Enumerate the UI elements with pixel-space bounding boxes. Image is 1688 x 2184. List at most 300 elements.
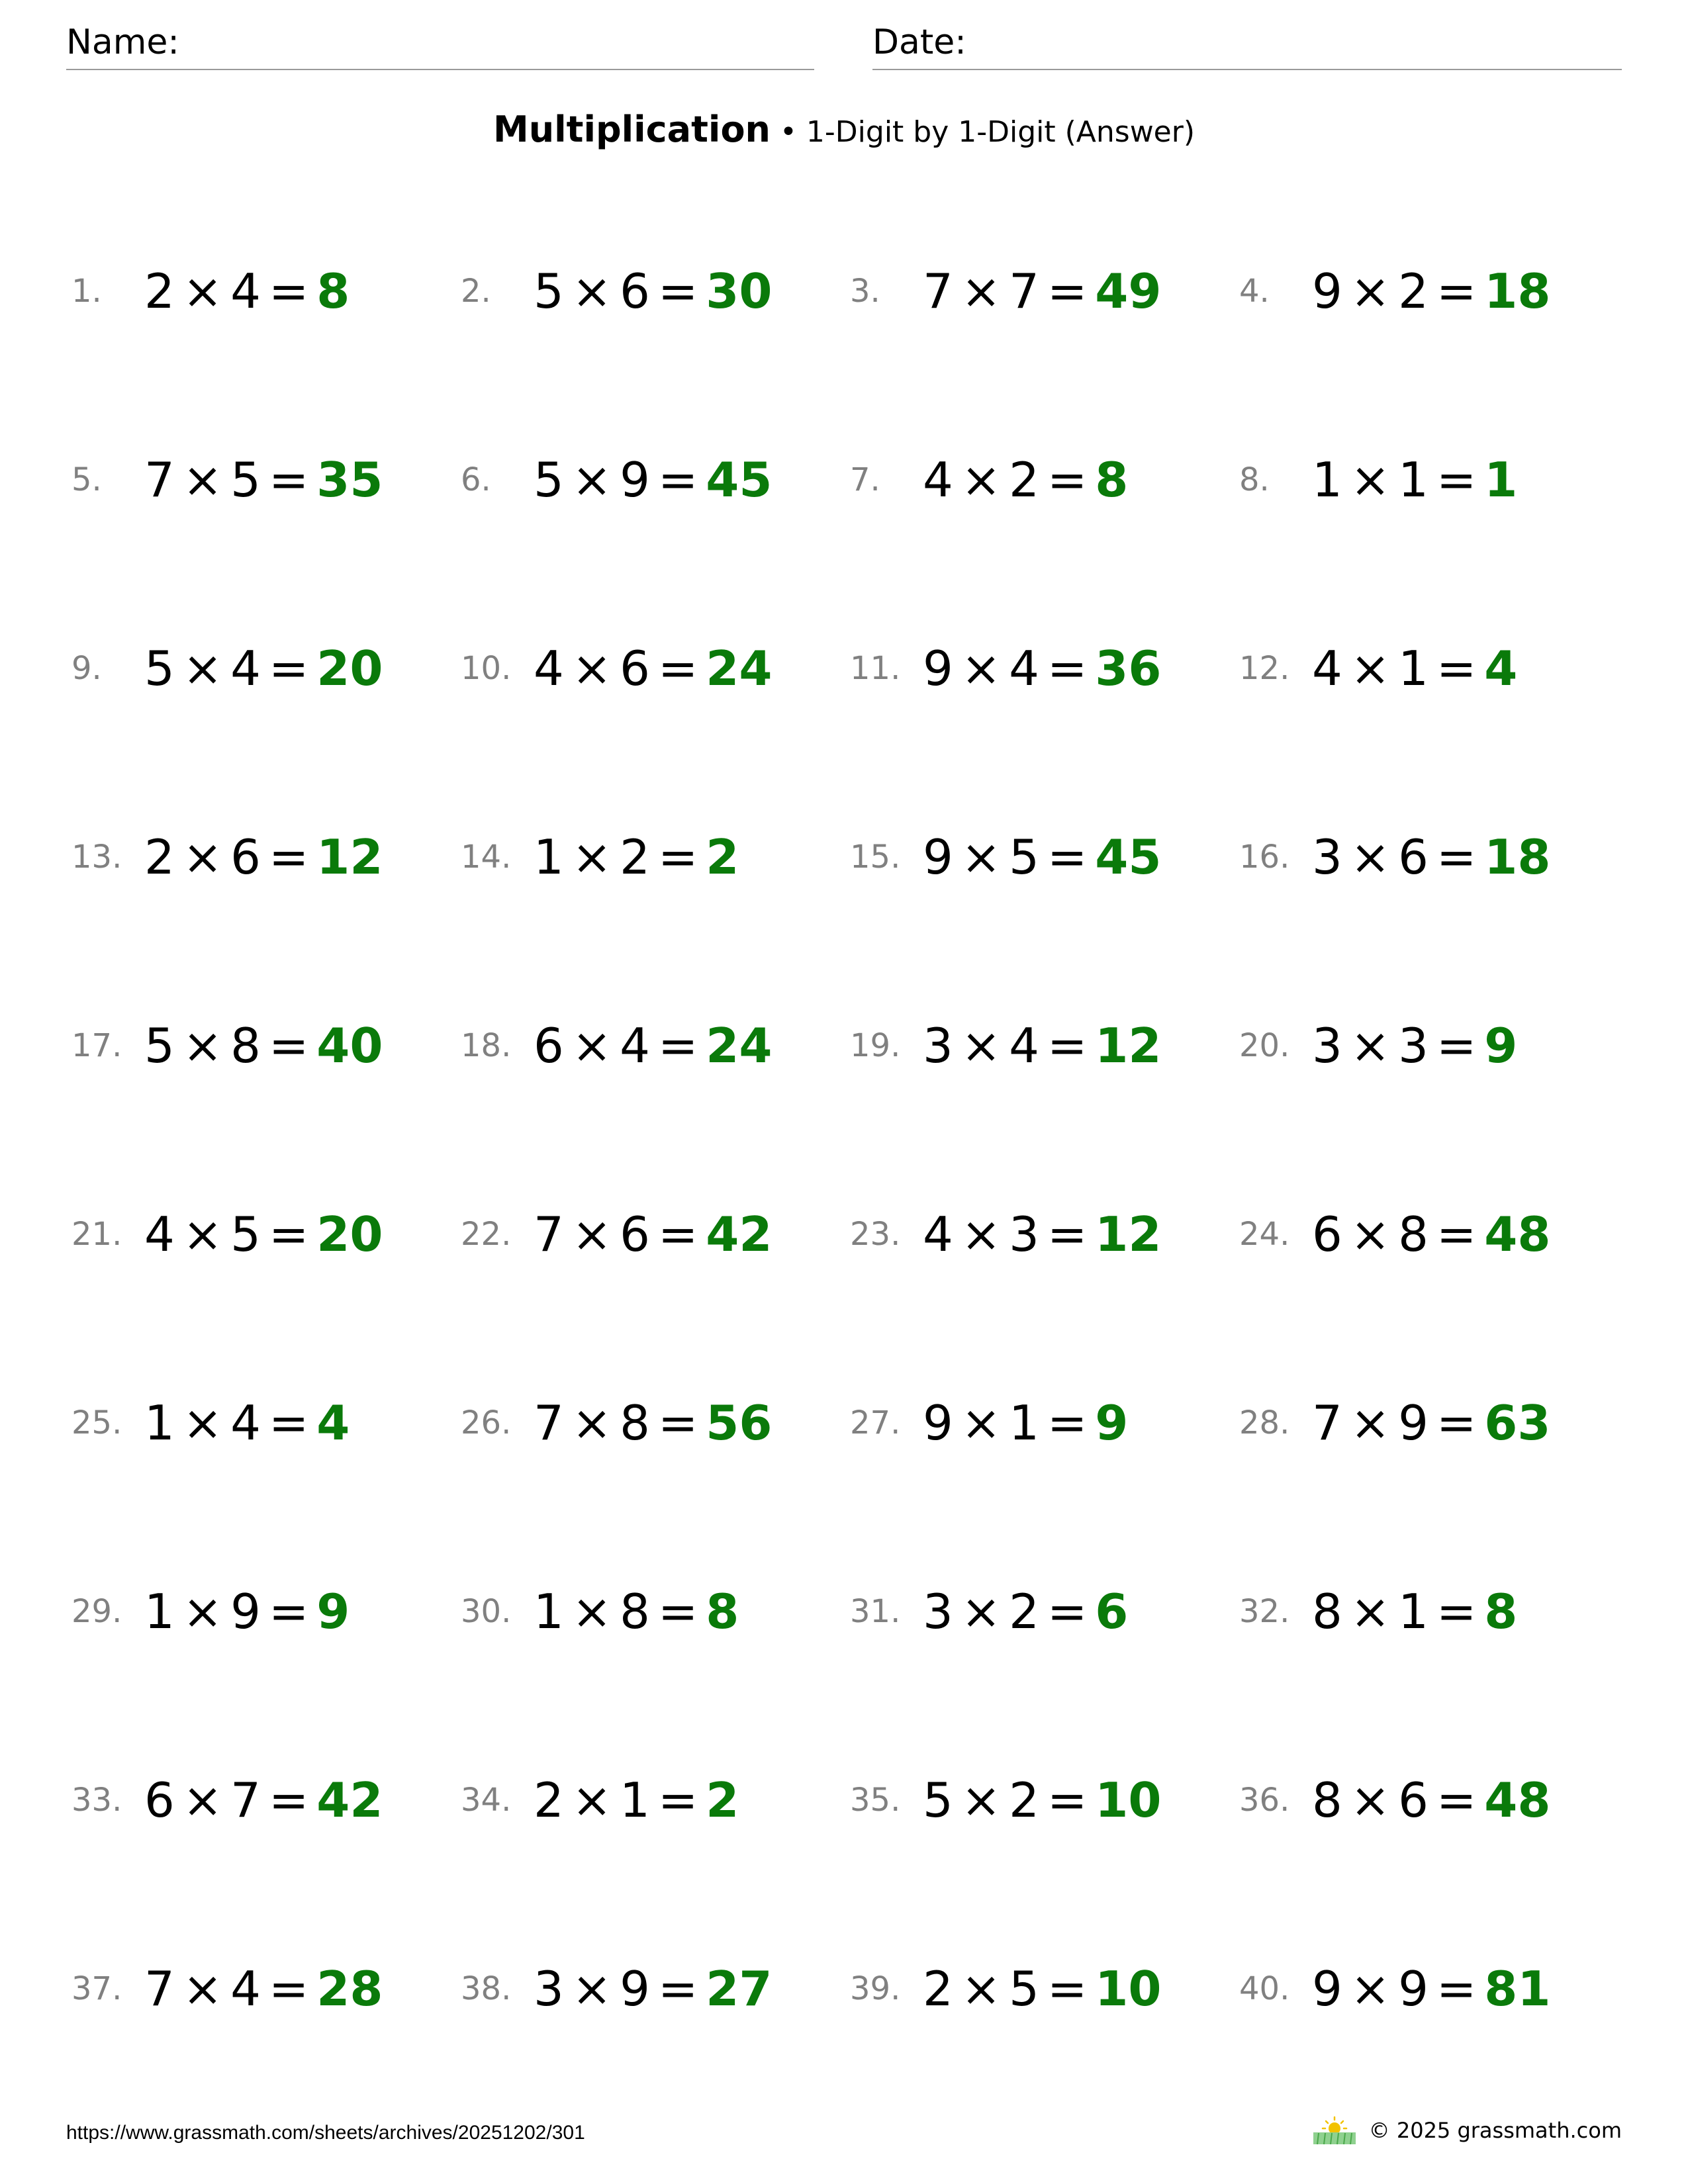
operand-a: 3 <box>1312 829 1342 885</box>
equals-sign: = <box>268 1772 309 1828</box>
operand-b: 5 <box>1009 829 1039 885</box>
problem-number: 4. <box>1239 273 1270 310</box>
operand-a: 6 <box>1312 1206 1342 1262</box>
times-sign: × <box>1350 1584 1391 1639</box>
operand-b: 7 <box>1009 263 1039 319</box>
answer: 12 <box>316 829 383 885</box>
equals-sign: = <box>1047 1772 1088 1828</box>
problem-number: 35. <box>850 1782 901 1819</box>
problem-expression <box>1312 1206 1484 1262</box>
problem-number: 27. <box>850 1404 901 1441</box>
problem-item <box>850 629 1239 708</box>
equals-sign: = <box>1436 1018 1477 1073</box>
problem-item <box>850 1760 1239 1840</box>
operand-b: 1 <box>1398 641 1429 696</box>
operand-b: 2 <box>1009 452 1039 508</box>
date-field-line[interactable] <box>872 0 1622 70</box>
problem-expression <box>534 1395 706 1451</box>
problem-number: 7. <box>850 461 880 498</box>
problem-expression <box>534 829 706 885</box>
problem-number: 32. <box>1239 1593 1290 1630</box>
answer: 8 <box>1484 1584 1518 1639</box>
answer: 18 <box>1484 829 1551 885</box>
problem-expression <box>923 1206 1095 1262</box>
problem-expression <box>923 1772 1095 1828</box>
equals-sign: = <box>657 263 698 319</box>
grass-sun-logo-icon <box>1312 2115 1357 2146</box>
problem-item <box>461 629 850 708</box>
answer: 24 <box>706 641 773 696</box>
problem-item <box>461 1195 850 1274</box>
times-sign: × <box>571 641 612 696</box>
problem-number: 18. <box>461 1027 512 1064</box>
problem-item <box>71 1572 461 1651</box>
problem-number: 1. <box>71 273 102 310</box>
equals-sign: = <box>657 641 698 696</box>
problem-expression <box>144 641 316 696</box>
answer: 30 <box>706 263 773 319</box>
problem-expression <box>144 829 316 885</box>
problem-number: 36. <box>1239 1782 1290 1819</box>
answer: 28 <box>316 1961 383 2017</box>
operand-a: 1 <box>534 829 564 885</box>
problem-item <box>1239 1195 1628 1274</box>
problem-item <box>461 1760 850 1840</box>
answer: 63 <box>1484 1395 1551 1451</box>
operand-b: 1 <box>1398 1584 1429 1639</box>
times-sign: × <box>571 1584 612 1639</box>
problem-expression <box>144 263 316 319</box>
date-label: Date: <box>872 23 966 62</box>
operand-a: 5 <box>144 1018 175 1073</box>
operand-b: 3 <box>1398 1018 1429 1073</box>
problem-expression <box>534 1206 706 1262</box>
operand-b: 9 <box>230 1584 261 1639</box>
problem-expression <box>923 641 1095 696</box>
operand-a: 5 <box>534 263 564 319</box>
answer: 48 <box>1484 1772 1551 1828</box>
answer: 42 <box>316 1772 383 1828</box>
operand-a: 6 <box>144 1772 175 1828</box>
answer: 48 <box>1484 1206 1551 1262</box>
times-sign: × <box>961 263 1002 319</box>
problem-number: 26. <box>461 1404 512 1441</box>
answer: 35 <box>316 452 383 508</box>
equals-sign: = <box>657 1584 698 1639</box>
times-sign: × <box>961 1206 1002 1262</box>
equals-sign: = <box>1436 1584 1477 1639</box>
problem-number: 33. <box>71 1782 122 1819</box>
answer: 18 <box>1484 263 1551 319</box>
problem-item <box>1239 629 1628 708</box>
times-sign: × <box>182 263 223 319</box>
operand-b: 4 <box>230 1961 261 2017</box>
problem-item <box>71 440 461 520</box>
operand-a: 2 <box>923 1961 953 2017</box>
problem-item <box>71 1195 461 1274</box>
problem-item <box>71 1383 461 1463</box>
problem-item <box>1239 1572 1628 1651</box>
equals-sign: = <box>1436 641 1477 696</box>
times-sign: × <box>961 1772 1002 1828</box>
operand-b: 6 <box>1398 829 1429 885</box>
times-sign: × <box>182 641 223 696</box>
operand-a: 9 <box>923 1395 953 1451</box>
problem-expression <box>534 1018 706 1073</box>
problem-item <box>1239 1949 1628 2028</box>
answer: 6 <box>1095 1584 1129 1639</box>
times-sign: × <box>1350 452 1391 508</box>
problem-item <box>461 440 850 520</box>
title-main: Multiplication <box>492 109 771 150</box>
operand-b: 7 <box>230 1772 261 1828</box>
operand-b: 2 <box>620 829 650 885</box>
operand-a: 7 <box>144 1961 175 2017</box>
problem-number: 30. <box>461 1593 512 1630</box>
worksheet-title <box>0 106 1688 162</box>
problem-item <box>461 1949 850 2028</box>
problem-number: 2. <box>461 273 491 310</box>
times-sign: × <box>1350 1772 1391 1828</box>
problem-item <box>71 1760 461 1840</box>
answer: 8 <box>1095 452 1129 508</box>
operand-a: 7 <box>144 452 175 508</box>
equals-sign: = <box>268 1018 309 1073</box>
problem-item <box>461 1006 850 1085</box>
times-sign: × <box>571 1206 612 1262</box>
equals-sign: = <box>1436 263 1477 319</box>
operand-b: 9 <box>1398 1961 1429 2017</box>
operand-a: 9 <box>1312 263 1342 319</box>
times-sign: × <box>1350 641 1391 696</box>
times-sign: × <box>182 829 223 885</box>
times-sign: × <box>1350 1206 1391 1262</box>
problem-number: 6. <box>461 461 491 498</box>
operand-b: 1 <box>1398 452 1429 508</box>
problem-expression <box>1312 263 1484 319</box>
operand-b: 8 <box>1398 1206 1429 1262</box>
problem-item <box>71 629 461 708</box>
answer: 27 <box>706 1961 773 2017</box>
operand-a: 4 <box>923 1206 953 1262</box>
operand-a: 4 <box>923 452 953 508</box>
problem-expression <box>923 263 1095 319</box>
answer: 20 <box>316 641 383 696</box>
equals-sign: = <box>1436 1772 1477 1828</box>
times-sign: × <box>182 452 223 508</box>
equals-sign: = <box>1436 452 1477 508</box>
operand-a: 7 <box>923 263 953 319</box>
times-sign: × <box>571 1018 612 1073</box>
operand-a: 9 <box>923 641 953 696</box>
equals-sign: = <box>657 829 698 885</box>
answer: 12 <box>1095 1206 1162 1262</box>
problem-number: 25. <box>71 1404 122 1441</box>
times-sign: × <box>182 1395 223 1451</box>
problem-number: 20. <box>1239 1027 1290 1064</box>
problem-number: 21. <box>71 1216 122 1253</box>
operand-a: 9 <box>923 829 953 885</box>
equals-sign: = <box>1047 1961 1088 2017</box>
problem-item <box>850 817 1239 897</box>
answer: 12 <box>1095 1018 1162 1073</box>
problem-item <box>71 1006 461 1085</box>
problem-number: 29. <box>71 1593 122 1630</box>
operand-a: 8 <box>1312 1772 1342 1828</box>
footer-url: https://www.grassmath.com/sheets/archives/20251202/301 <box>66 2122 585 2144</box>
operand-b: 1 <box>1009 1395 1039 1451</box>
equals-sign: = <box>1436 1961 1477 2017</box>
problem-item <box>71 1949 461 2028</box>
answer: 4 <box>316 1395 350 1451</box>
equals-sign: = <box>1047 263 1088 319</box>
problem-number: 11. <box>850 650 901 687</box>
problem-expression <box>144 1772 316 1828</box>
operand-b: 2 <box>1398 263 1429 319</box>
problem-expression <box>534 641 706 696</box>
operand-a: 2 <box>534 1772 564 1828</box>
equals-sign: = <box>657 1961 698 2017</box>
operand-b: 9 <box>620 452 650 508</box>
times-sign: × <box>571 829 612 885</box>
operand-a: 4 <box>144 1206 175 1262</box>
answer: 8 <box>706 1584 739 1639</box>
name-label: Name: <box>66 23 179 62</box>
equals-sign: = <box>1436 829 1477 885</box>
equals-sign: = <box>657 452 698 508</box>
problem-grid <box>71 251 1620 2138</box>
problem-expression <box>1312 1395 1484 1451</box>
equals-sign: = <box>268 829 309 885</box>
operand-a: 1 <box>1312 452 1342 508</box>
answer: 45 <box>706 452 773 508</box>
times-sign: × <box>1350 829 1391 885</box>
problem-item <box>1239 1006 1628 1085</box>
problem-number: 3. <box>850 273 880 310</box>
problem-item <box>1239 251 1628 331</box>
problem-expression <box>1312 1018 1484 1073</box>
answer: 9 <box>1484 1018 1518 1073</box>
problem-number: 8. <box>1239 461 1270 498</box>
operand-a: 3 <box>923 1584 953 1639</box>
operand-b: 4 <box>230 641 261 696</box>
times-sign: × <box>182 1018 223 1073</box>
answer: 2 <box>706 829 739 885</box>
problem-expression <box>534 452 706 508</box>
operand-a: 9 <box>1312 1961 1342 2017</box>
problem-expression <box>1312 641 1484 696</box>
problem-number: 28. <box>1239 1404 1290 1441</box>
operand-b: 8 <box>230 1018 261 1073</box>
operand-b: 4 <box>230 263 261 319</box>
equals-sign: = <box>1047 1018 1088 1073</box>
problem-number: 37. <box>71 1970 122 2007</box>
problem-item <box>461 817 850 897</box>
times-sign: × <box>571 1961 612 2017</box>
problem-expression <box>144 1206 316 1262</box>
operand-b: 5 <box>230 452 261 508</box>
problem-expression <box>923 1584 1095 1639</box>
operand-a: 5 <box>144 641 175 696</box>
answer: 1 <box>1484 452 1518 508</box>
equals-sign: = <box>268 1961 309 2017</box>
problem-number: 34. <box>461 1782 512 1819</box>
problem-expression <box>144 1395 316 1451</box>
equals-sign: = <box>657 1206 698 1262</box>
problem-number: 16. <box>1239 839 1290 876</box>
problem-item <box>850 1006 1239 1085</box>
problem-expression <box>923 829 1095 885</box>
problem-expression <box>1312 1961 1484 2017</box>
problem-number: 23. <box>850 1216 901 1253</box>
problem-item <box>850 1949 1239 2028</box>
problem-number: 14. <box>461 839 512 876</box>
footer-copyright: © 2025 grassmath.com <box>1368 2118 1622 2143</box>
operand-b: 6 <box>1398 1772 1429 1828</box>
answer: 20 <box>316 1206 383 1262</box>
problem-item <box>850 440 1239 520</box>
equals-sign: = <box>657 1018 698 1073</box>
answer: 40 <box>316 1018 383 1073</box>
operand-b: 9 <box>1398 1395 1429 1451</box>
times-sign: × <box>961 1018 1002 1073</box>
times-sign: × <box>1350 1961 1391 2017</box>
problem-number: 10. <box>461 650 512 687</box>
times-sign: × <box>182 1584 223 1639</box>
equals-sign: = <box>1047 829 1088 885</box>
problem-number: 5. <box>71 461 102 498</box>
times-sign: × <box>1350 1395 1391 1451</box>
answer: 81 <box>1484 1961 1551 2017</box>
operand-b: 9 <box>620 1961 650 2017</box>
problem-expression <box>1312 1772 1484 1828</box>
problem-item <box>1239 440 1628 520</box>
times-sign: × <box>571 1772 612 1828</box>
times-sign: × <box>961 1584 1002 1639</box>
equals-sign: = <box>268 1395 309 1451</box>
problem-expression <box>534 1584 706 1639</box>
problem-expression <box>534 1961 706 2017</box>
times-sign: × <box>1350 263 1391 319</box>
problem-number: 13. <box>71 839 122 876</box>
problem-expression <box>1312 452 1484 508</box>
operand-b: 8 <box>620 1584 650 1639</box>
problem-item <box>461 1383 850 1463</box>
times-sign: × <box>571 452 612 508</box>
operand-a: 7 <box>534 1206 564 1262</box>
problem-expression <box>144 1584 316 1639</box>
operand-b: 2 <box>1009 1772 1039 1828</box>
problem-expression <box>1312 1584 1484 1639</box>
equals-sign: = <box>1047 1395 1088 1451</box>
times-sign: × <box>182 1772 223 1828</box>
footer-branding <box>1312 2115 1622 2146</box>
problem-expression <box>923 1395 1095 1451</box>
answer: 24 <box>706 1018 773 1073</box>
times-sign: × <box>182 1961 223 2017</box>
equals-sign: = <box>1436 1395 1477 1451</box>
operand-b: 6 <box>620 1206 650 1262</box>
operand-b: 4 <box>1009 641 1039 696</box>
operand-a: 8 <box>1312 1584 1342 1639</box>
problem-expression <box>1312 829 1484 885</box>
problem-number: 22. <box>461 1216 512 1253</box>
operand-a: 4 <box>1312 641 1342 696</box>
times-sign: × <box>961 452 1002 508</box>
times-sign: × <box>182 1206 223 1262</box>
operand-b: 8 <box>620 1395 650 1451</box>
problem-number: 24. <box>1239 1216 1290 1253</box>
problem-item <box>850 251 1239 331</box>
operand-a: 7 <box>1312 1395 1342 1451</box>
answer: 49 <box>1095 263 1162 319</box>
equals-sign: = <box>657 1772 698 1828</box>
equals-sign: = <box>1047 1206 1088 1262</box>
problem-number: 17. <box>71 1027 122 1064</box>
equals-sign: = <box>1047 1584 1088 1639</box>
problem-expression <box>923 1961 1095 2017</box>
operand-a: 4 <box>534 641 564 696</box>
times-sign: × <box>571 263 612 319</box>
problem-number: 38. <box>461 1970 512 2007</box>
times-sign: × <box>961 641 1002 696</box>
operand-b: 2 <box>1009 1584 1039 1639</box>
problem-item <box>1239 1383 1628 1463</box>
problem-item <box>71 251 461 331</box>
problem-expression <box>923 1018 1095 1073</box>
operand-b: 4 <box>230 1395 261 1451</box>
problem-item <box>850 1195 1239 1274</box>
equals-sign: = <box>657 1395 698 1451</box>
problem-item <box>461 251 850 331</box>
problem-item <box>71 817 461 897</box>
answer: 56 <box>706 1395 773 1451</box>
operand-b: 4 <box>1009 1018 1039 1073</box>
problem-item <box>461 1572 850 1651</box>
answer: 10 <box>1095 1772 1162 1828</box>
problem-expression <box>534 1772 706 1828</box>
operand-b: 1 <box>620 1772 650 1828</box>
operand-b: 6 <box>620 263 650 319</box>
operand-a: 5 <box>923 1772 953 1828</box>
operand-a: 1 <box>144 1584 175 1639</box>
problem-number: 31. <box>850 1593 901 1630</box>
problem-number: 12. <box>1239 650 1290 687</box>
operand-b: 3 <box>1009 1206 1039 1262</box>
operand-a: 7 <box>534 1395 564 1451</box>
operand-a: 1 <box>534 1584 564 1639</box>
problem-number: 9. <box>71 650 102 687</box>
answer: 36 <box>1095 641 1162 696</box>
answer: 2 <box>706 1772 739 1828</box>
equals-sign: = <box>1047 452 1088 508</box>
problem-expression <box>534 263 706 319</box>
answer: 42 <box>706 1206 773 1262</box>
times-sign: × <box>571 1395 612 1451</box>
answer: 4 <box>1484 641 1518 696</box>
equals-sign: = <box>268 263 309 319</box>
equals-sign: = <box>268 1206 309 1262</box>
answer: 10 <box>1095 1961 1162 2017</box>
answer: 8 <box>316 263 350 319</box>
answer: 45 <box>1095 829 1162 885</box>
operand-b: 5 <box>1009 1961 1039 2017</box>
problem-expression <box>144 452 316 508</box>
problem-item <box>1239 1760 1628 1840</box>
operand-a: 5 <box>534 452 564 508</box>
operand-a: 3 <box>1312 1018 1342 1073</box>
equals-sign: = <box>268 452 309 508</box>
